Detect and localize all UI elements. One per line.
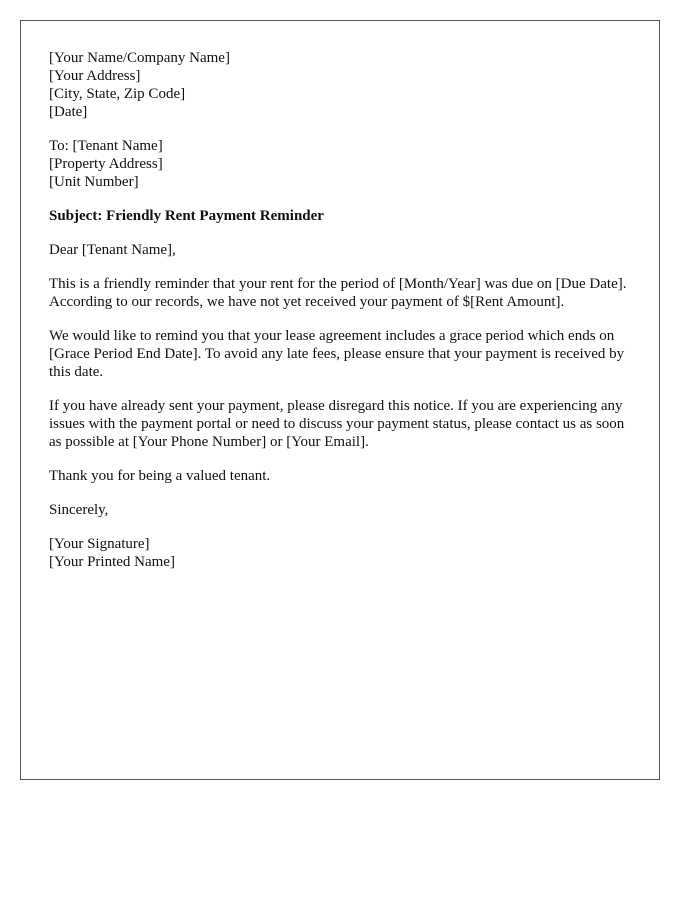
sender-block: [49, 49, 639, 121]
sender-city-state-zip: [City, State, Zip Code]: [49, 86, 186, 102]
recipient-property-address: [Property Address]: [49, 156, 163, 172]
body-paragraph-4: Thank you for being a valued tenant.: [49, 468, 271, 484]
recipient-name: To: [Tenant Name]: [49, 138, 163, 154]
body-paragraph-3: If you have already sent your payment, please disregard this notice. If you are experiencing any issues with the payment portal or need to discuss your payment status, please contact us as soon as possible at [Your Phone Number] or [Your Email].: [49, 398, 625, 450]
closing: Sincerely,: [49, 502, 109, 518]
printed-name: [Your Printed Name]: [49, 554, 175, 570]
subject-line: Subject: Friendly Rent Payment Reminder: [49, 208, 324, 224]
letter-content: [49, 49, 639, 587]
body-paragraph-2: We would like to remind you that your lease agreement includes a grace period which ends on [Grace Period End Date]. To avoid any late fees, please ensure that your payment is received by this date.: [49, 328, 625, 380]
letter-page: [20, 20, 660, 780]
salutation: Dear [Tenant Name],: [49, 242, 176, 258]
sender-address: [Your Address]: [49, 68, 141, 84]
recipient-block: [49, 137, 639, 191]
signature-block: [49, 535, 639, 571]
signature-line: [Your Signature]: [49, 536, 150, 552]
letter-date: [Date]: [49, 104, 88, 120]
sender-name: [Your Name/Company Name]: [49, 50, 230, 66]
body-paragraph-1: This is a friendly reminder that your rent for the period of [Month/Year] was due on [Due Date]. According to our records, we have not yet received your payment of $[Rent Amount].: [49, 276, 627, 310]
recipient-unit: [Unit Number]: [49, 174, 139, 190]
